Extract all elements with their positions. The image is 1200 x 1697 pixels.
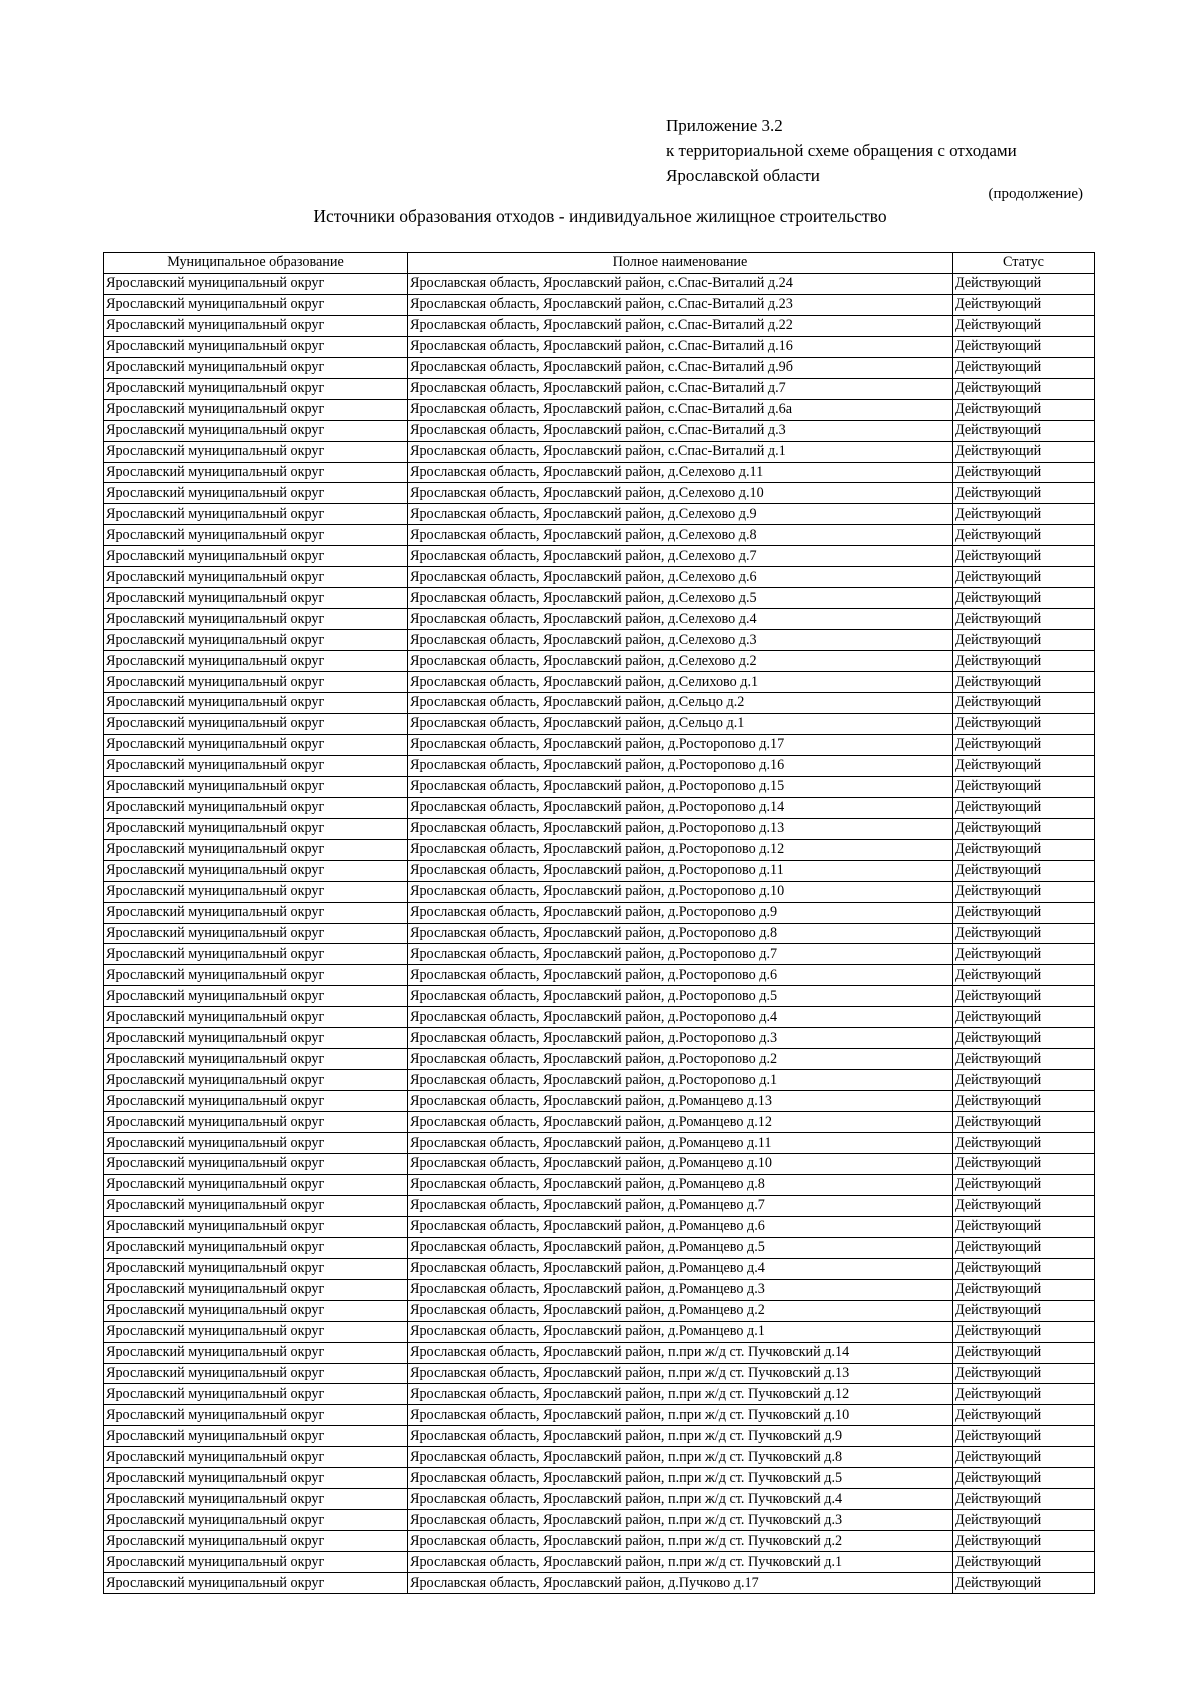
table-row <box>104 1384 1095 1405</box>
cell-full-name: Ярославская область, Ярославский район, д.Ростоpопово д.16 <box>408 755 953 776</box>
cell-full-name: Ярославская область, Ярославский район, д.Селехово д.7 <box>408 546 953 567</box>
table-row <box>104 462 1095 483</box>
table-row <box>104 1028 1095 1049</box>
cell-full-name: Ярославская область, Ярославский район, д.Ростоpопово д.12 <box>408 839 953 860</box>
cell-municipality: Ярославский муниципальный округ <box>104 1279 408 1300</box>
cell-municipality: Ярославский муниципальный округ <box>104 378 408 399</box>
cell-status: Действующий <box>953 693 1095 714</box>
table-row <box>104 294 1095 315</box>
cell-status: Действующий <box>953 546 1095 567</box>
cell-full-name: Ярославская область, Ярославский район, д.Селехово д.11 <box>408 462 953 483</box>
table-row <box>104 1363 1095 1384</box>
cell-full-name: Ярославская область, Ярославский район, с.Спас-Виталий д.9б <box>408 357 953 378</box>
cell-status: Действующий <box>953 1153 1095 1174</box>
cell-full-name: Ярославская область, Ярославский район, д.Селехово д.4 <box>408 609 953 630</box>
cell-full-name: Ярославская область, Ярославский район, д.Ростоpопово д.13 <box>408 818 953 839</box>
cell-full-name: Ярославская область, Ярославский район, д.Ростоpопово д.10 <box>408 881 953 902</box>
cell-status: Действующий <box>953 1426 1095 1447</box>
cell-full-name: Ярославская область, Ярославский район, д.Ростоpопово д.15 <box>408 776 953 797</box>
cell-status: Действующий <box>953 965 1095 986</box>
table-row <box>104 860 1095 881</box>
cell-status: Действующий <box>953 567 1095 588</box>
table-row <box>104 483 1095 504</box>
cell-full-name: Ярославская область, Ярославский район, д.Селехово д.3 <box>408 630 953 651</box>
cell-status: Действующий <box>953 1195 1095 1216</box>
table-row <box>104 986 1095 1007</box>
appendix-line: Ярославской области <box>666 166 820 185</box>
cell-full-name: Ярославская область, Ярославский район, д.Романцево д.6 <box>408 1216 953 1237</box>
table-row <box>104 1279 1095 1300</box>
cell-municipality: Ярославский муниципальный округ <box>104 399 408 420</box>
cell-municipality: Ярославский муниципальный округ <box>104 1049 408 1070</box>
cell-municipality: Ярославский муниципальный округ <box>104 1426 408 1447</box>
table-row <box>104 441 1095 462</box>
cell-full-name: Ярославская область, Ярославский район, д.Селехово д.2 <box>408 651 953 672</box>
cell-status: Действующий <box>953 839 1095 860</box>
cell-municipality: Ярославский муниципальный округ <box>104 1468 408 1489</box>
cell-municipality: Ярославский муниципальный округ <box>104 420 408 441</box>
table-row <box>104 1112 1095 1133</box>
cell-full-name: Ярославская область, Ярославский район, д.Романцево д.12 <box>408 1112 953 1133</box>
table-row <box>104 1216 1095 1237</box>
cell-municipality: Ярославский муниципальный округ <box>104 755 408 776</box>
cell-municipality: Ярославский муниципальный округ <box>104 1237 408 1258</box>
cell-full-name: Ярославская область, Ярославский район, д.Ростоpопово д.7 <box>408 944 953 965</box>
cell-full-name: Ярославская область, Ярославский район, с.Спас-Виталий д.3 <box>408 420 953 441</box>
cell-status: Действующий <box>953 797 1095 818</box>
cell-municipality: Ярославский муниципальный округ <box>104 1321 408 1342</box>
table-row <box>104 1552 1095 1573</box>
cell-status: Действующий <box>953 1468 1095 1489</box>
cell-status: Действующий <box>953 1070 1095 1091</box>
cell-full-name: Ярославская область, Ярославский район, д.Селехово д.10 <box>408 483 953 504</box>
cell-status: Действующий <box>953 1447 1095 1468</box>
cell-status: Действующий <box>953 755 1095 776</box>
table-row <box>104 1091 1095 1112</box>
appendix-line: к территориальной схеме обращения с отходами <box>666 141 1017 160</box>
table-row <box>104 1049 1095 1070</box>
cell-status: Действующий <box>953 462 1095 483</box>
cell-full-name: Ярославская область, Ярославский район, д.Романцево д.4 <box>408 1258 953 1279</box>
cell-status: Действующий <box>953 1531 1095 1552</box>
cell-municipality: Ярославский муниципальный округ <box>104 797 408 818</box>
cell-full-name: Ярославская область, Ярославский район, д.Ростоpопово д.17 <box>408 734 953 755</box>
cell-status: Действующий <box>953 776 1095 797</box>
cell-status: Действующий <box>953 420 1095 441</box>
table-row <box>104 1174 1095 1195</box>
cell-municipality: Ярославский муниципальный округ <box>104 1573 408 1594</box>
cell-status: Действующий <box>953 651 1095 672</box>
cell-status: Действующий <box>953 1573 1095 1594</box>
cell-full-name: Ярославская область, Ярославский район, д.Сельцо д.2 <box>408 693 953 714</box>
table-header-row <box>104 253 1095 274</box>
table-row <box>104 273 1095 294</box>
cell-status: Действующий <box>953 357 1095 378</box>
cell-status: Действующий <box>953 1007 1095 1028</box>
cell-full-name: Ярославская область, Ярославский район, д.Романцево д.3 <box>408 1279 953 1300</box>
cell-municipality: Ярославский муниципальный округ <box>104 1300 408 1321</box>
cell-status: Действующий <box>953 336 1095 357</box>
cell-status: Действующий <box>953 1384 1095 1405</box>
cell-full-name: Ярославская область, Ярославский район, с.Спас-Виталий д.1 <box>408 441 953 462</box>
cell-full-name: Ярославская область, Ярославский район, с.Спас-Виталий д.16 <box>408 336 953 357</box>
cell-municipality: Ярославский муниципальный округ <box>104 734 408 755</box>
cell-full-name: Ярославская область, Ярославский район, п.при ж/д ст. Пучковский д.3 <box>408 1510 953 1531</box>
cell-municipality: Ярославский муниципальный округ <box>104 881 408 902</box>
cell-status: Действующий <box>953 1552 1095 1573</box>
table-row <box>104 1300 1095 1321</box>
cell-status: Действующий <box>953 986 1095 1007</box>
cell-full-name: Ярославская область, Ярославский район, д.Романцево д.13 <box>408 1091 953 1112</box>
table-row <box>104 902 1095 923</box>
cell-municipality: Ярославский муниципальный округ <box>104 713 408 734</box>
table-row <box>104 378 1095 399</box>
cell-municipality: Ярославский муниципальный округ <box>104 1510 408 1531</box>
table-row <box>104 1258 1095 1279</box>
cell-status: Действующий <box>953 944 1095 965</box>
cell-municipality: Ярославский муниципальный округ <box>104 483 408 504</box>
table-body <box>104 273 1095 1593</box>
cell-status: Действующий <box>953 609 1095 630</box>
page-title: Источники образования отходов - индивидуальное жилищное строительство <box>313 206 887 226</box>
table-row <box>104 1573 1095 1594</box>
cell-status: Действующий <box>953 881 1095 902</box>
cell-full-name: Ярославская область, Ярославский район, д.Ростоpопово д.2 <box>408 1049 953 1070</box>
cell-status: Действующий <box>953 923 1095 944</box>
table-row <box>104 734 1095 755</box>
cell-municipality: Ярославский муниципальный округ <box>104 546 408 567</box>
cell-status: Действующий <box>953 504 1095 525</box>
cell-status: Действующий <box>953 441 1095 462</box>
cell-municipality: Ярославский муниципальный округ <box>104 1552 408 1573</box>
table-row <box>104 965 1095 986</box>
cell-status: Действующий <box>953 1133 1095 1154</box>
table-row <box>104 776 1095 797</box>
table-row <box>104 609 1095 630</box>
cell-full-name: Ярославская область, Ярославский район, д.Ростоpопово д.3 <box>408 1028 953 1049</box>
cell-full-name: Ярославская область, Ярославский район, п.при ж/д ст. Пучковский д.10 <box>408 1405 953 1426</box>
table-row <box>104 567 1095 588</box>
column-header-municipality: Муниципальное образование <box>104 253 408 274</box>
cell-municipality: Ярославский муниципальный округ <box>104 1342 408 1363</box>
table-row <box>104 944 1095 965</box>
cell-municipality: Ярославский муниципальный округ <box>104 1447 408 1468</box>
cell-status: Действующий <box>953 1216 1095 1237</box>
cell-municipality: Ярославский муниципальный округ <box>104 441 408 462</box>
cell-full-name: Ярославская область, Ярославский район, с.Спас-Виталий д.22 <box>408 315 953 336</box>
cell-full-name: Ярославская область, Ярославский район, д.Селехово д.8 <box>408 525 953 546</box>
cell-municipality: Ярославский муниципальный округ <box>104 1133 408 1154</box>
cell-full-name: Ярославская область, Ярославский район, д.Ростоpопово д.14 <box>408 797 953 818</box>
cell-municipality: Ярославский муниципальный округ <box>104 462 408 483</box>
cell-municipality: Ярославский муниципальный округ <box>104 525 408 546</box>
cell-municipality: Ярославский муниципальный округ <box>104 357 408 378</box>
cell-status: Действующий <box>953 1091 1095 1112</box>
cell-municipality: Ярославский муниципальный округ <box>104 1258 408 1279</box>
cell-full-name: Ярославская область, Ярославский район, п.при ж/д ст. Пучковский д.8 <box>408 1447 953 1468</box>
table-row <box>104 755 1095 776</box>
cell-full-name: Ярославская область, Ярославский район, п.при ж/д ст. Пучковский д.5 <box>408 1468 953 1489</box>
cell-full-name: Ярославская область, Ярославский район, п.при ж/д ст. Пучковский д.2 <box>408 1531 953 1552</box>
cell-municipality: Ярославский муниципальный округ <box>104 609 408 630</box>
table-row <box>104 1447 1095 1468</box>
cell-status: Действующий <box>953 273 1095 294</box>
cell-full-name: Ярославская область, Ярославский район, д.Ростоpопово д.9 <box>408 902 953 923</box>
cell-municipality: Ярославский муниципальный округ <box>104 1007 408 1028</box>
cell-status: Действующий <box>953 1321 1095 1342</box>
cell-status: Действующий <box>953 588 1095 609</box>
cell-municipality: Ярославский муниципальный округ <box>104 1028 408 1049</box>
cell-full-name: Ярославская область, Ярославский район, п.при ж/д ст. Пучковский д.1 <box>408 1552 953 1573</box>
table-row <box>104 1321 1095 1342</box>
cell-municipality: Ярославский муниципальный округ <box>104 1174 408 1195</box>
cell-municipality: Ярославский муниципальный округ <box>104 860 408 881</box>
cell-municipality: Ярославский муниципальный округ <box>104 944 408 965</box>
cell-status: Действующий <box>953 734 1095 755</box>
cell-municipality: Ярославский муниципальный округ <box>104 818 408 839</box>
table-row <box>104 546 1095 567</box>
cell-municipality: Ярославский муниципальный округ <box>104 1489 408 1510</box>
column-header-full-name: Полное наименование <box>408 253 953 274</box>
cell-municipality: Ярославский муниципальный округ <box>104 1070 408 1091</box>
cell-status: Действующий <box>953 1342 1095 1363</box>
continuation-note: (продолжение) <box>988 186 1083 202</box>
cell-full-name: Ярославская область, Ярославский район, д.Ростоpопово д.8 <box>408 923 953 944</box>
cell-status: Действующий <box>953 1363 1095 1384</box>
cell-full-name: Ярославская область, Ярославский район, д.Селехово д.9 <box>408 504 953 525</box>
cell-municipality: Ярославский муниципальный округ <box>104 1531 408 1552</box>
cell-municipality: Ярославский муниципальный округ <box>104 923 408 944</box>
table-row <box>104 651 1095 672</box>
table-row <box>104 1007 1095 1028</box>
table-row <box>104 399 1095 420</box>
cell-full-name: Ярославская область, Ярославский район, д.Ростоpопово д.6 <box>408 965 953 986</box>
table-row <box>104 1489 1095 1510</box>
cell-full-name: Ярославская область, Ярославский район, п.при ж/д ст. Пучковский д.9 <box>408 1426 953 1447</box>
cell-full-name: Ярославская область, Ярославский район, д.Романцево д.1 <box>408 1321 953 1342</box>
cell-full-name: Ярославская область, Ярославский район, д.Романцево д.8 <box>408 1174 953 1195</box>
table-row <box>104 881 1095 902</box>
cell-municipality: Ярославский муниципальный округ <box>104 630 408 651</box>
cell-full-name: Ярославская область, Ярославский район, д.Романцево д.2 <box>408 1300 953 1321</box>
cell-full-name: Ярославская область, Ярославский район, д.Селехово д.6 <box>408 567 953 588</box>
cell-full-name: Ярославская область, Ярославский район, д.Пучково д.17 <box>408 1573 953 1594</box>
table-row <box>104 1133 1095 1154</box>
cell-status: Действующий <box>953 1279 1095 1300</box>
cell-municipality: Ярославский муниципальный округ <box>104 986 408 1007</box>
cell-municipality: Ярославский муниципальный округ <box>104 1363 408 1384</box>
table-row <box>104 357 1095 378</box>
cell-full-name: Ярославская область, Ярославский район, д.Ростоpопово д.11 <box>408 860 953 881</box>
cell-status: Действующий <box>953 630 1095 651</box>
cell-municipality: Ярославский муниципальный округ <box>104 902 408 923</box>
cell-status: Действующий <box>953 860 1095 881</box>
cell-full-name: Ярославская область, Ярославский район, д.Романцево д.10 <box>408 1153 953 1174</box>
cell-municipality: Ярославский муниципальный округ <box>104 1405 408 1426</box>
cell-municipality: Ярославский муниципальный округ <box>104 567 408 588</box>
cell-status: Действующий <box>953 1049 1095 1070</box>
cell-full-name: Ярославская область, Ярославский район, п.при ж/д ст. Пучковский д.12 <box>408 1384 953 1405</box>
table-row <box>104 1510 1095 1531</box>
table-row <box>104 1237 1095 1258</box>
table-row <box>104 1342 1095 1363</box>
table-row <box>104 1195 1095 1216</box>
cell-status: Действующий <box>953 294 1095 315</box>
cell-full-name: Ярославская область, Ярославский район, д.Ростоpопово д.1 <box>408 1070 953 1091</box>
table-row <box>104 630 1095 651</box>
cell-status: Действующий <box>953 378 1095 399</box>
cell-municipality: Ярославский муниципальный округ <box>104 315 408 336</box>
cell-status: Действующий <box>953 399 1095 420</box>
cell-status: Действующий <box>953 1258 1095 1279</box>
table-row <box>104 588 1095 609</box>
table-row <box>104 693 1095 714</box>
cell-status: Действующий <box>953 1028 1095 1049</box>
table-row <box>104 797 1095 818</box>
cell-municipality: Ярославский муниципальный округ <box>104 336 408 357</box>
table-row <box>104 1531 1095 1552</box>
cell-municipality: Ярославский муниципальный округ <box>104 776 408 797</box>
cell-full-name: Ярославская область, Ярославский район, д.Романцево д.5 <box>408 1237 953 1258</box>
table-row <box>104 1468 1095 1489</box>
table-row <box>104 420 1095 441</box>
table-row <box>104 672 1095 693</box>
cell-status: Действующий <box>953 1510 1095 1531</box>
table-row <box>104 336 1095 357</box>
cell-full-name: Ярославская область, Ярославский район, с.Спас-Виталий д.6а <box>408 399 953 420</box>
cell-status: Действующий <box>953 315 1095 336</box>
cell-status: Действующий <box>953 902 1095 923</box>
cell-full-name: Ярославская область, Ярославский район, д.Селехово д.5 <box>408 588 953 609</box>
appendix-block <box>666 113 1017 188</box>
cell-full-name: Ярославская область, Ярославский район, п.при ж/д ст. Пучковский д.4 <box>408 1489 953 1510</box>
cell-municipality: Ярославский муниципальный округ <box>104 1195 408 1216</box>
cell-status: Действующий <box>953 672 1095 693</box>
cell-status: Действующий <box>953 713 1095 734</box>
cell-municipality: Ярославский муниципальный округ <box>104 1091 408 1112</box>
cell-full-name: Ярославская область, Ярославский район, д.Романцево д.7 <box>408 1195 953 1216</box>
cell-full-name: Ярославская область, Ярославский район, д.Сельцо д.1 <box>408 713 953 734</box>
cell-status: Действующий <box>953 483 1095 504</box>
table-row <box>104 315 1095 336</box>
cell-full-name: Ярославская область, Ярославский район, д.Ростоpопово д.5 <box>408 986 953 1007</box>
cell-full-name: Ярославская область, Ярославский район, с.Спас-Виталий д.24 <box>408 273 953 294</box>
cell-municipality: Ярославский муниципальный округ <box>104 693 408 714</box>
table-row <box>104 839 1095 860</box>
cell-full-name: Ярославская область, Ярославский район, п.при ж/д ст. Пучковский д.13 <box>408 1363 953 1384</box>
cell-full-name: Ярославская область, Ярославский район, с.Спас-Виталий д.7 <box>408 378 953 399</box>
appendix-line: Приложение 3.2 <box>666 116 783 135</box>
cell-municipality: Ярославский муниципальный округ <box>104 1112 408 1133</box>
table-row <box>104 923 1095 944</box>
table-row <box>104 525 1095 546</box>
cell-municipality: Ярославский муниципальный округ <box>104 1153 408 1174</box>
cell-municipality: Ярославский муниципальный округ <box>104 504 408 525</box>
cell-municipality: Ярославский муниципальный округ <box>104 588 408 609</box>
cell-municipality: Ярославский муниципальный округ <box>104 651 408 672</box>
cell-status: Действующий <box>953 1237 1095 1258</box>
waste-sources-table <box>103 252 1095 1594</box>
cell-status: Действующий <box>953 1112 1095 1133</box>
table-row <box>104 1405 1095 1426</box>
cell-municipality: Ярославский муниципальный округ <box>104 1384 408 1405</box>
table-row <box>104 504 1095 525</box>
cell-municipality: Ярославский муниципальный округ <box>104 294 408 315</box>
cell-municipality: Ярославский муниципальный округ <box>104 672 408 693</box>
table-row <box>104 1070 1095 1091</box>
cell-municipality: Ярославский муниципальный округ <box>104 273 408 294</box>
table-row <box>104 1153 1095 1174</box>
cell-municipality: Ярославский муниципальный округ <box>104 965 408 986</box>
cell-status: Действующий <box>953 1174 1095 1195</box>
cell-full-name: Ярославская область, Ярославский район, д.Ростоpопово д.4 <box>408 1007 953 1028</box>
cell-status: Действующий <box>953 525 1095 546</box>
cell-status: Действующий <box>953 1489 1095 1510</box>
table-row <box>104 1426 1095 1447</box>
table-row <box>104 818 1095 839</box>
cell-full-name: Ярославская область, Ярославский район, д.Селихово д.1 <box>408 672 953 693</box>
cell-full-name: Ярославская область, Ярославский район, с.Спас-Виталий д.23 <box>408 294 953 315</box>
cell-full-name: Ярославская область, Ярославский район, д.Романцево д.11 <box>408 1133 953 1154</box>
table-row <box>104 713 1095 734</box>
cell-status: Действующий <box>953 1405 1095 1426</box>
cell-status: Действующий <box>953 1300 1095 1321</box>
cell-status: Действующий <box>953 818 1095 839</box>
cell-municipality: Ярославский муниципальный округ <box>104 1216 408 1237</box>
cell-full-name: Ярославская область, Ярославский район, п.при ж/д ст. Пучковский д.14 <box>408 1342 953 1363</box>
column-header-status: Статус <box>953 253 1095 274</box>
cell-municipality: Ярославский муниципальный округ <box>104 839 408 860</box>
